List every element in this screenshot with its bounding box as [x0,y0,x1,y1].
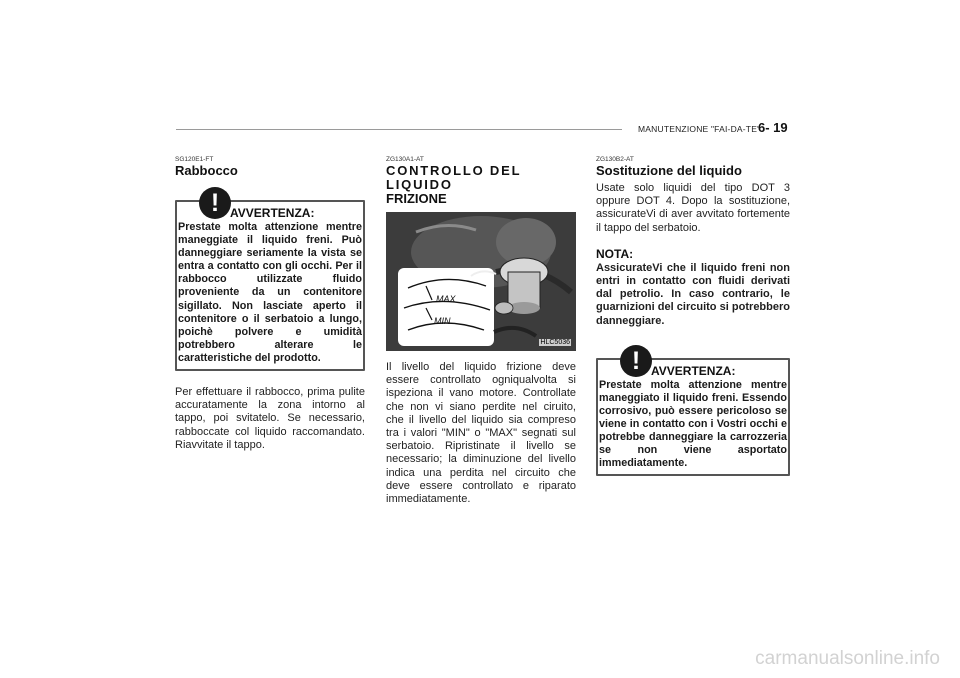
warning-text: Prestate molta attenzione mentre maneggiato il liquido freni. Essendo corrosivo, può essere pericoloso se viene in contatto con i Vostri occhi e potrebbe danneggiare la carrozzeria se non viene asportato immediatamente. [599,378,787,470]
body-text: Il livello del liquido frizione deve essere controllato ogniqualvolta si ispeziona il vano motore. Controllate che non vi siano perdite nel ciruito, che il livello del liquido sia compreso tra i valori "MIN" o "MAX" segnati sul serbatoio. Ripristinate il livello se necessario; la diminuzione del livello indica una perdita nel circuito che deve essere controllato e riparato immediatamente. [386,361,576,506]
section-code: SG120E1-FT [175,156,214,163]
column-refilling [175,156,365,452]
header-rule [176,129,622,130]
header-section-title: MANUTENZIONE "FAI-DA-TE" [638,124,761,134]
column-clutch-fluid-check [386,156,576,506]
section-code: ZG130A1-AT [386,156,424,163]
section-title: Rabbocco [175,163,238,178]
warning-box [596,346,790,477]
clutch-reservoir-figure [386,212,576,351]
section-title-line2: FRIZIONE [386,191,447,206]
body-text: Per effettuare il rabbocco, prima pulite accuratamente la zona intorno al tappo, poi svitatelo. Se necessario, rabboccate col liquido raccomandato. Riavvitate il tappo. [175,386,365,451]
warning-text: Prestate molta attenzione mentre maneggiate il liquido freni. Può danneggiare seriamente la vista se entra a contatto con gli occhi. Per il rabbocco utilizzate fluido proveniente da un contenitore sigillato. Non lasciate aperto il contenitore o il serbatoio a lungo, poichè polvere e umidità potrebbero alterare le caratteristiche del prodotto. [178,221,362,364]
warning-exclamation-icon: ! [620,345,652,377]
section-title-line1: CONTROLLO DEL LIQUIDO [386,163,522,192]
section-code: ZG130B2-AT [596,156,634,163]
warning-box [175,189,365,371]
min-label: MIN [434,316,451,326]
max-label: MAX [436,294,456,304]
note-title: NOTA: [596,246,634,261]
section-title: Sostituzione del liquido [596,163,742,178]
warning-title: AVVERTENZA: [230,206,315,220]
note-text: AssicurateVi che il liquido freni non entri in contatto con fluidi derivati dal petrolio. In caso contrario, le guarnizioni del circuito si potrebbero danneggiare. [596,261,790,327]
page-number: 6- 19 [758,120,788,135]
watermark-text: carmanualsonline.info [755,648,940,669]
figure-code: HLC5036 [540,339,570,346]
warning-exclamation-icon: ! [199,187,231,219]
warning-title: AVVERTENZA: [651,363,736,378]
column-fluid-replacement [596,156,790,476]
body-text: Usate solo liquidi del tipo DOT 3 oppure DOT 4. Dopo la sostituzione, assicurateVi di aver avvitato fortemente il tappo del serbatoio. [596,182,790,234]
engine-bay-illustration [386,212,576,351]
